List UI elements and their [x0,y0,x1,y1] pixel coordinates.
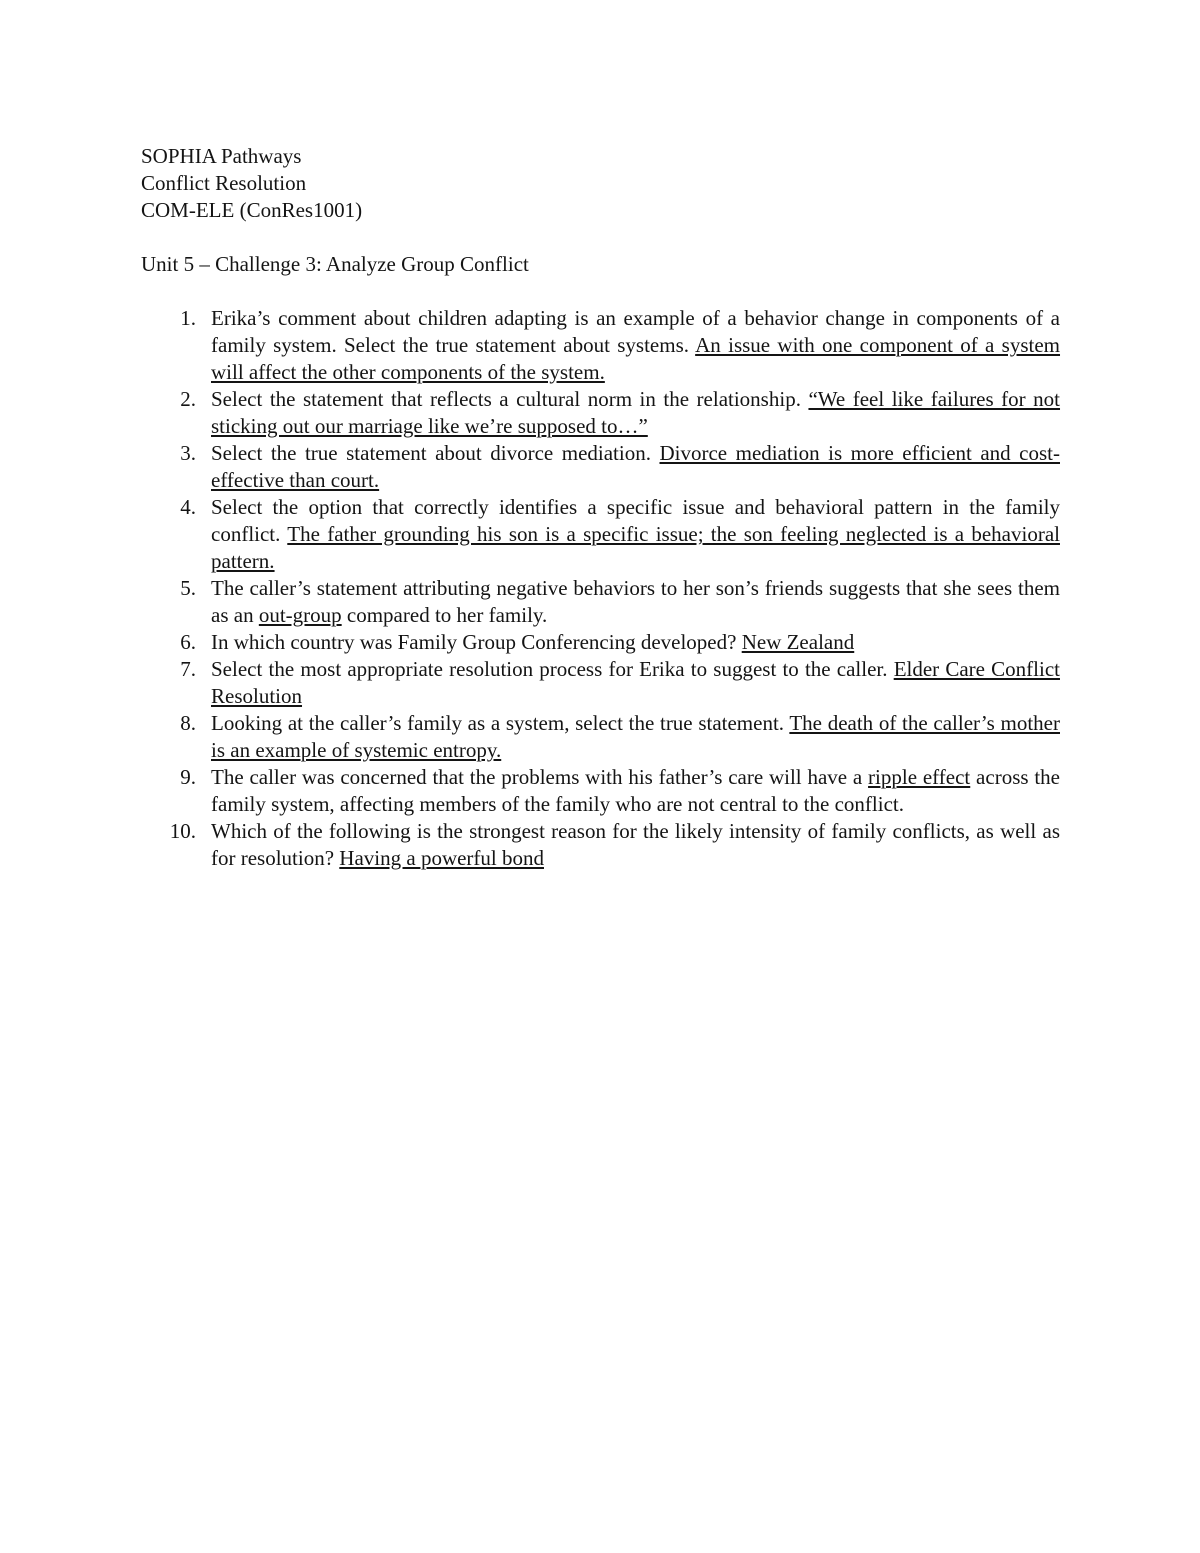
question-answer: Having a powerful bond [339,846,544,870]
question-text: Select the statement that reflects a cultural norm in the relationship. [211,387,809,411]
unit-title: Unit 5 – Challenge 3: Analyze Group Conflict [141,252,529,276]
document-header [141,143,362,224]
question-answer: Elder Care Conflict Resolution [211,657,1060,708]
question-number: 4. [180,495,196,519]
question-number: 9. [180,765,196,789]
question-item [141,764,1060,818]
question-answer: ripple effect [868,765,971,789]
question-number: 8. [180,711,196,735]
question-text: Select the true statement about divorce mediation. [211,441,660,465]
header-institution: SOPHIA Pathways [141,144,302,168]
question-number: 2. [180,387,196,411]
question-answer: New Zealand [741,630,855,654]
question-text-after: across the family system, affecting members of the family who are not central to the conflict. [211,765,1061,816]
question-text: Select the option that correctly identifies a specific issue and behavioral pattern in the family conflict. [211,495,1060,546]
question-number: 3. [180,441,196,465]
question-answer: out-group [258,603,342,627]
question-item [141,818,1060,872]
question-answer: Divorce mediation is more efficient and cost-effective than court. [211,441,1060,492]
question-text: Which of the following is the strongest reason for the likely intensity of family conflicts, as well as for resolution? [211,819,1060,870]
question-text: The caller’s statement attributing negative behaviors to her son’s friends suggests that she sees them as an [211,576,1060,627]
question-item [141,494,1060,575]
question-answer: The father grounding his son is a specific issue; the son feeling neglected is a behavioral pattern. [211,522,1060,573]
question-item [141,305,1060,386]
question-item [141,656,1060,710]
question-answer: The death of the caller’s mother is an example of systemic entropy. [211,711,1060,762]
question-number: 1. [180,306,196,330]
question-item [141,440,1060,494]
question-item [141,386,1060,440]
question-number: 5. [180,576,196,600]
question-text-after: compared to her family. [341,603,548,627]
question-text: Select the most appropriate resolution process for Erika to suggest to the caller. [211,657,894,681]
question-number: 10. [169,819,196,843]
question-text: In which country was Family Group Conferencing developed? [211,630,742,654]
question-item [141,710,1060,764]
question-text: Looking at the caller’s family as a system, select the true statement. [211,711,790,735]
question-item [141,629,1060,656]
question-text: The caller was concerned that the problems with his father’s care will have a [211,765,869,789]
question-answer: An issue with one component of a system will affect the other components of the system. [211,333,1061,384]
question-list [141,305,1060,872]
question-number: 6. [180,630,196,654]
question-text: Erika’s comment about children adapting is an example of a behavior change in components of a family system. Select the true statement about systems. [211,306,1060,357]
question-number: 7. [180,657,196,681]
question-answer: “We feel like failures for not sticking out our marriage like we’re supposed to…” [211,387,1061,438]
header-course-code: COM-ELE (ConRes1001) [141,198,363,222]
header-course: Conflict Resolution [141,171,307,195]
question-item [141,575,1060,629]
